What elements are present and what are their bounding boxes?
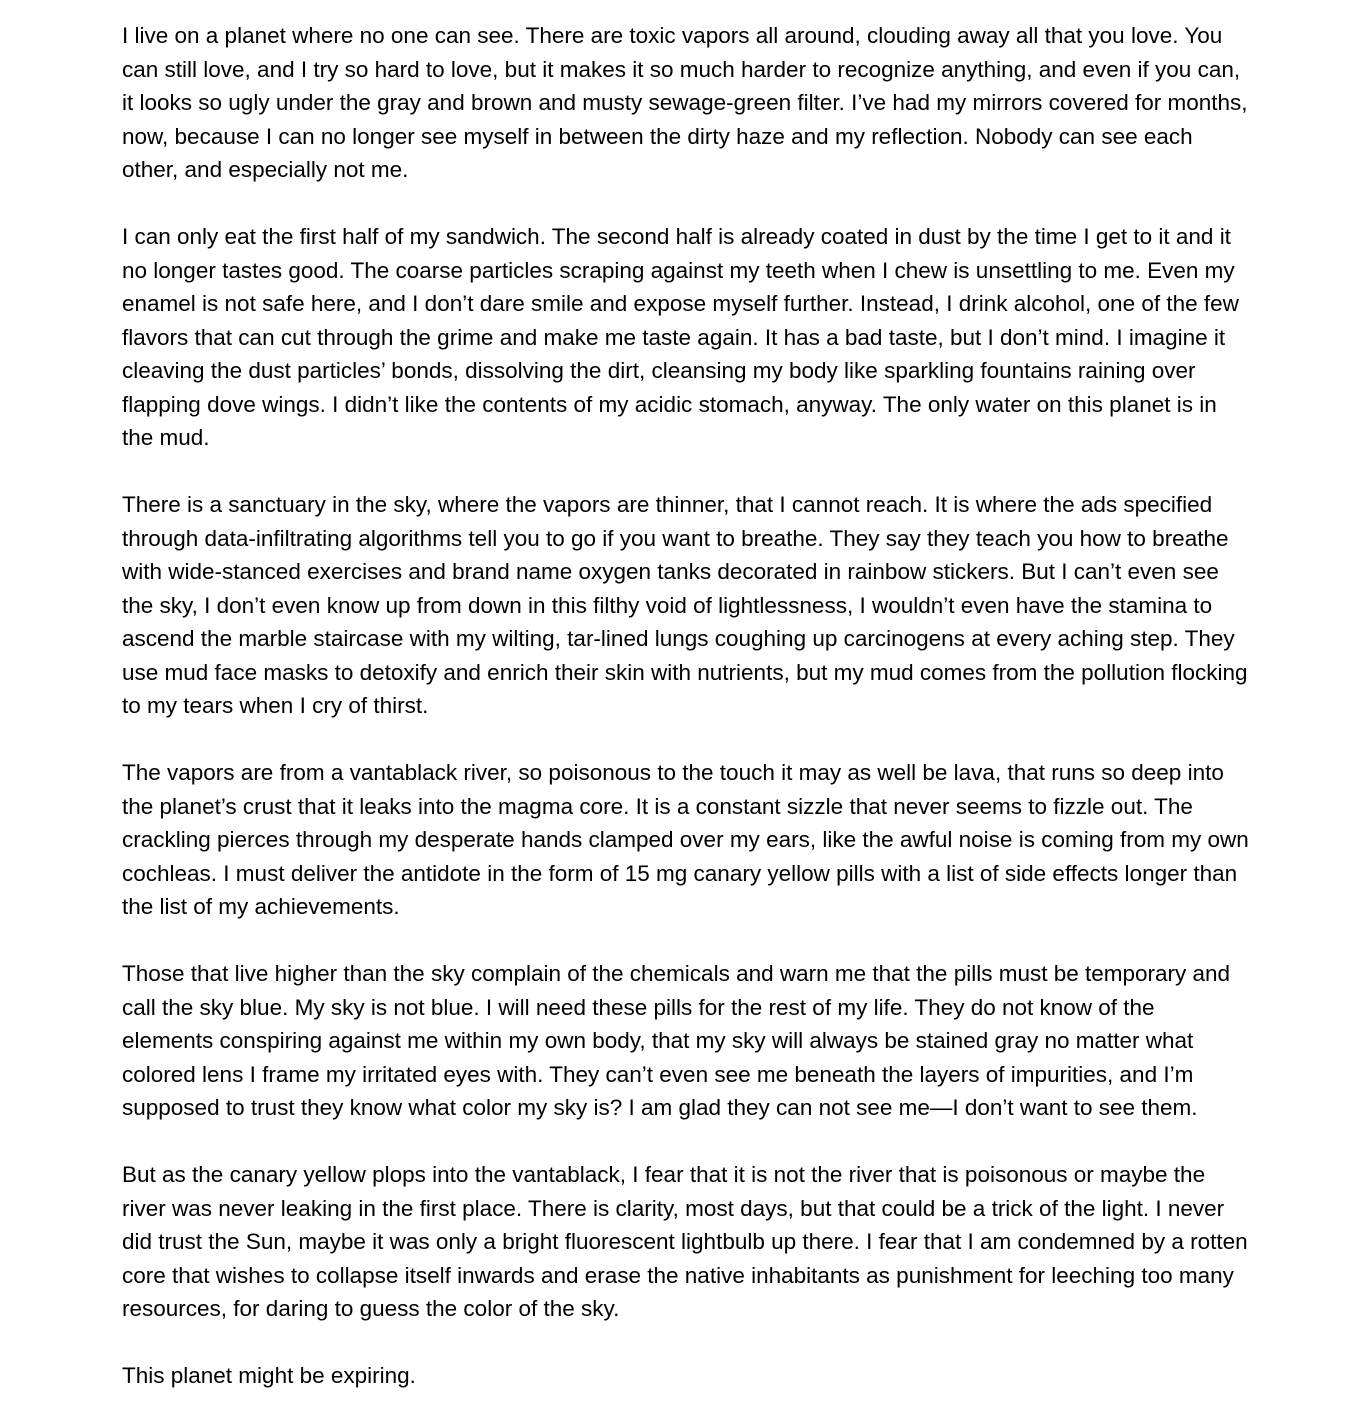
paragraph-4: The vapors are from a vantablack river, so poisonous to the touch it may as well be lava, that runs so deep into the planet’s crust that it leaks into the magma core. It is a constant sizzle that never seems to fizzle out. The crackling pierces through my desperate hands clamped over my ears, like the awful noise is coming from my own cochleas. I must deliver the antidote in the form of 15 mg canary yellow pills with a list of side effects longer than the list of my achievements.: [122, 760, 1249, 919]
document-body-text: [122, 19, 1250, 1393]
paragraph-1: I live on a planet where no one can see. There are toxic vapors all around, clouding away all that you love. You can still love, and I try so hard to love, but it makes it so much harder to recognize anything, and even if you can, it looks so ugly under the gray and brown and musty sewage-green filter. I’ve had my mirrors covered for months, now, because I can no longer see myself in between the dirty haze and my reflection. Nobody can see each other, and especially not me.: [122, 23, 1248, 182]
paragraph-6: But as the canary yellow plops into the vantablack, I fear that it is not the river that is poisonous or maybe the river was never leaking in the first place. There is clarity, most days, but that could be a trick of the light. I never did trust the Sun, maybe it was only a bright fluorescent lightbulb up there. I fear that I am condemned by a rotten core that wishes to collapse itself inwards and erase the native inhabitants as punishment for leeching too many resources, for daring to guess the color of the sky.: [122, 1162, 1248, 1321]
paragraph-7: This planet might be expiring.: [122, 1363, 416, 1388]
paragraph-3: There is a sanctuary in the sky, where the vapors are thinner, that I cannot reach. It is where the ads specified through data-infiltrating algorithms tell you to go if you want to breathe. They say they teach you how to breathe with wide-stanced exercises and brand name oxygen tanks decorated in rainbow stickers. But I can’t even see the sky, I don’t even know up from down in this filthy void of lightlessness, I wouldn’t even have the stamina to ascend the marble staircase with my wilting, tar-lined lungs coughing up carcinogens at every aching step. They use mud face masks to detoxify and enrich their skin with nutrients, but my mud comes from the pollution flocking to my tears when I cry of thirst.: [122, 492, 1248, 718]
paragraph-5: Those that live higher than the sky complain of the chemicals and warn me that the pills must be temporary and call the sky blue. My sky is not blue. I will need these pills for the rest of my life. They do not know of the elements conspiring against me within my own body, that my sky will always be stained gray no matter what colored lens I frame my irritated eyes with. They can’t even see me beneath the layers of impurities, and I’m supposed to trust they know what color my sky is? I am glad they can not see me—I don’t want to see them.: [122, 961, 1231, 1120]
paragraph-2: I can only eat the first half of my sandwich. The second half is already coated in dust by the time I get to it and it no longer tastes good. The coarse particles scraping against my teeth when I chew is unsettling to me. Even my enamel is not safe here, and I don’t dare smile and expose myself further. Instead, I drink alcohol, one of the few flavors that can cut through the grime and make me taste again. It has a bad taste, but I don’t mind. I imagine it cleaving the dust particles’ bonds, dissolving the dirt, cleansing my body like sparkling fountains raining over flapping dove wings. I didn’t like the contents of my acidic stomach, anyway. The only water on this planet is in the mud.: [122, 224, 1239, 450]
